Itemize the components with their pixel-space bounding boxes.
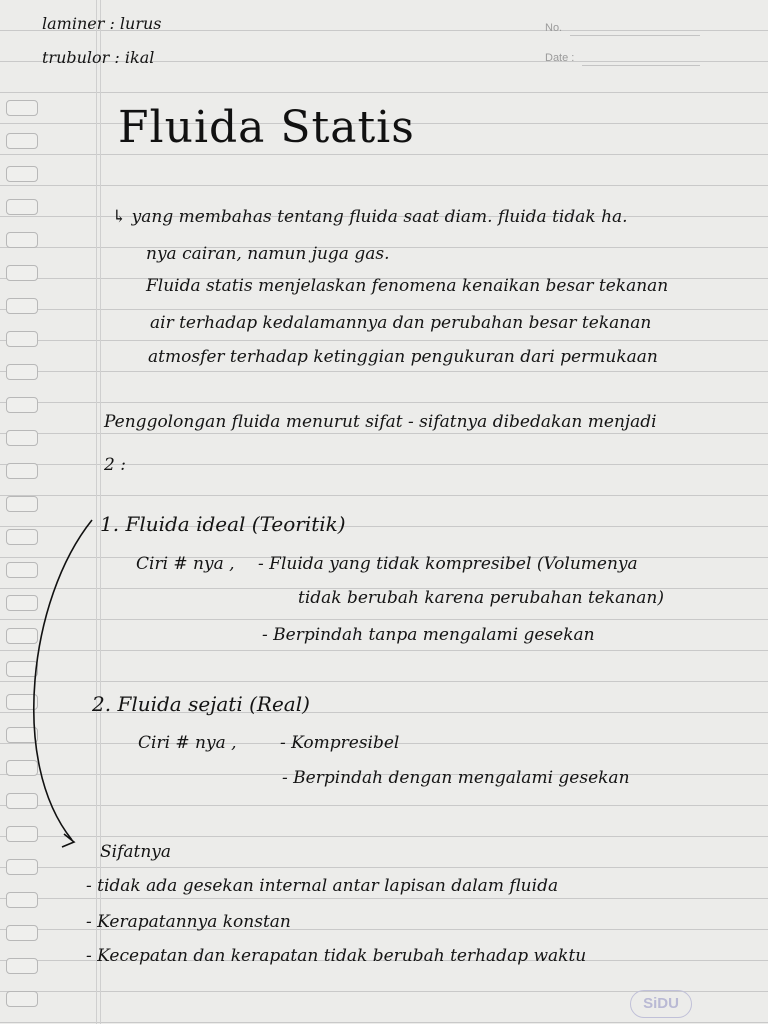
property-item: - Kerapatannya konstan bbox=[86, 912, 291, 932]
intro-line: atmosfer terhadap ketinggian pengukuran dari permukaan bbox=[148, 347, 658, 367]
intro-line: air terhadap kedalamannya dan perubahan besar tekanan bbox=[150, 313, 652, 333]
classification-line: 2 : bbox=[104, 455, 126, 475]
intro-line: ↳ yang membahas tentang fluida saat diam. fluida tidak ha. bbox=[112, 207, 628, 227]
classification-line: Penggolongan fluida menurut sifat - sifatnya dibedakan menjadi bbox=[104, 412, 657, 432]
property-item: - tidak ada gesekan internal antar lapisan dalam fluida bbox=[86, 876, 559, 896]
item1-point-a-cont: tidak berubah karena perubahan tekanan) bbox=[298, 588, 664, 608]
item1-ciri-label: Ciri # nya , bbox=[136, 554, 235, 574]
header-note-turbulen: trubulor : ikal bbox=[42, 48, 155, 67]
properties-heading: Sifatnya bbox=[100, 842, 172, 862]
brand-logo: SiDU bbox=[630, 990, 692, 1018]
item1-heading: 1. Fluida ideal (Teoritik) bbox=[100, 512, 346, 536]
item2-point-a: - Kompresibel bbox=[280, 733, 400, 753]
property-item: - Kecepatan dan kerapatan tidak berubah terhadap waktu bbox=[86, 946, 587, 966]
intro-line: Fluida statis menjelaskan fenomena kenaikan besar tekanan bbox=[146, 276, 669, 296]
item2-ciri-label: Ciri # nya , bbox=[138, 733, 237, 753]
date-label: Date : bbox=[545, 52, 575, 64]
page-title: Fluida Statis bbox=[118, 102, 415, 153]
no-label: No. bbox=[545, 22, 563, 34]
header-note-laminer: laminer : lurus bbox=[42, 14, 162, 33]
item1-point-a: - Fluida yang tidak kompresibel (Volumenya bbox=[258, 554, 638, 574]
item1-point-b: - Berpindah tanpa mengalami gesekan bbox=[262, 625, 595, 645]
item2-point-b: - Berpindah dengan mengalami gesekan bbox=[282, 768, 630, 788]
item2-heading: 2. Fluida sejati (Real) bbox=[92, 692, 310, 716]
intro-line: nya cairan, namun juga gas. bbox=[146, 244, 390, 264]
